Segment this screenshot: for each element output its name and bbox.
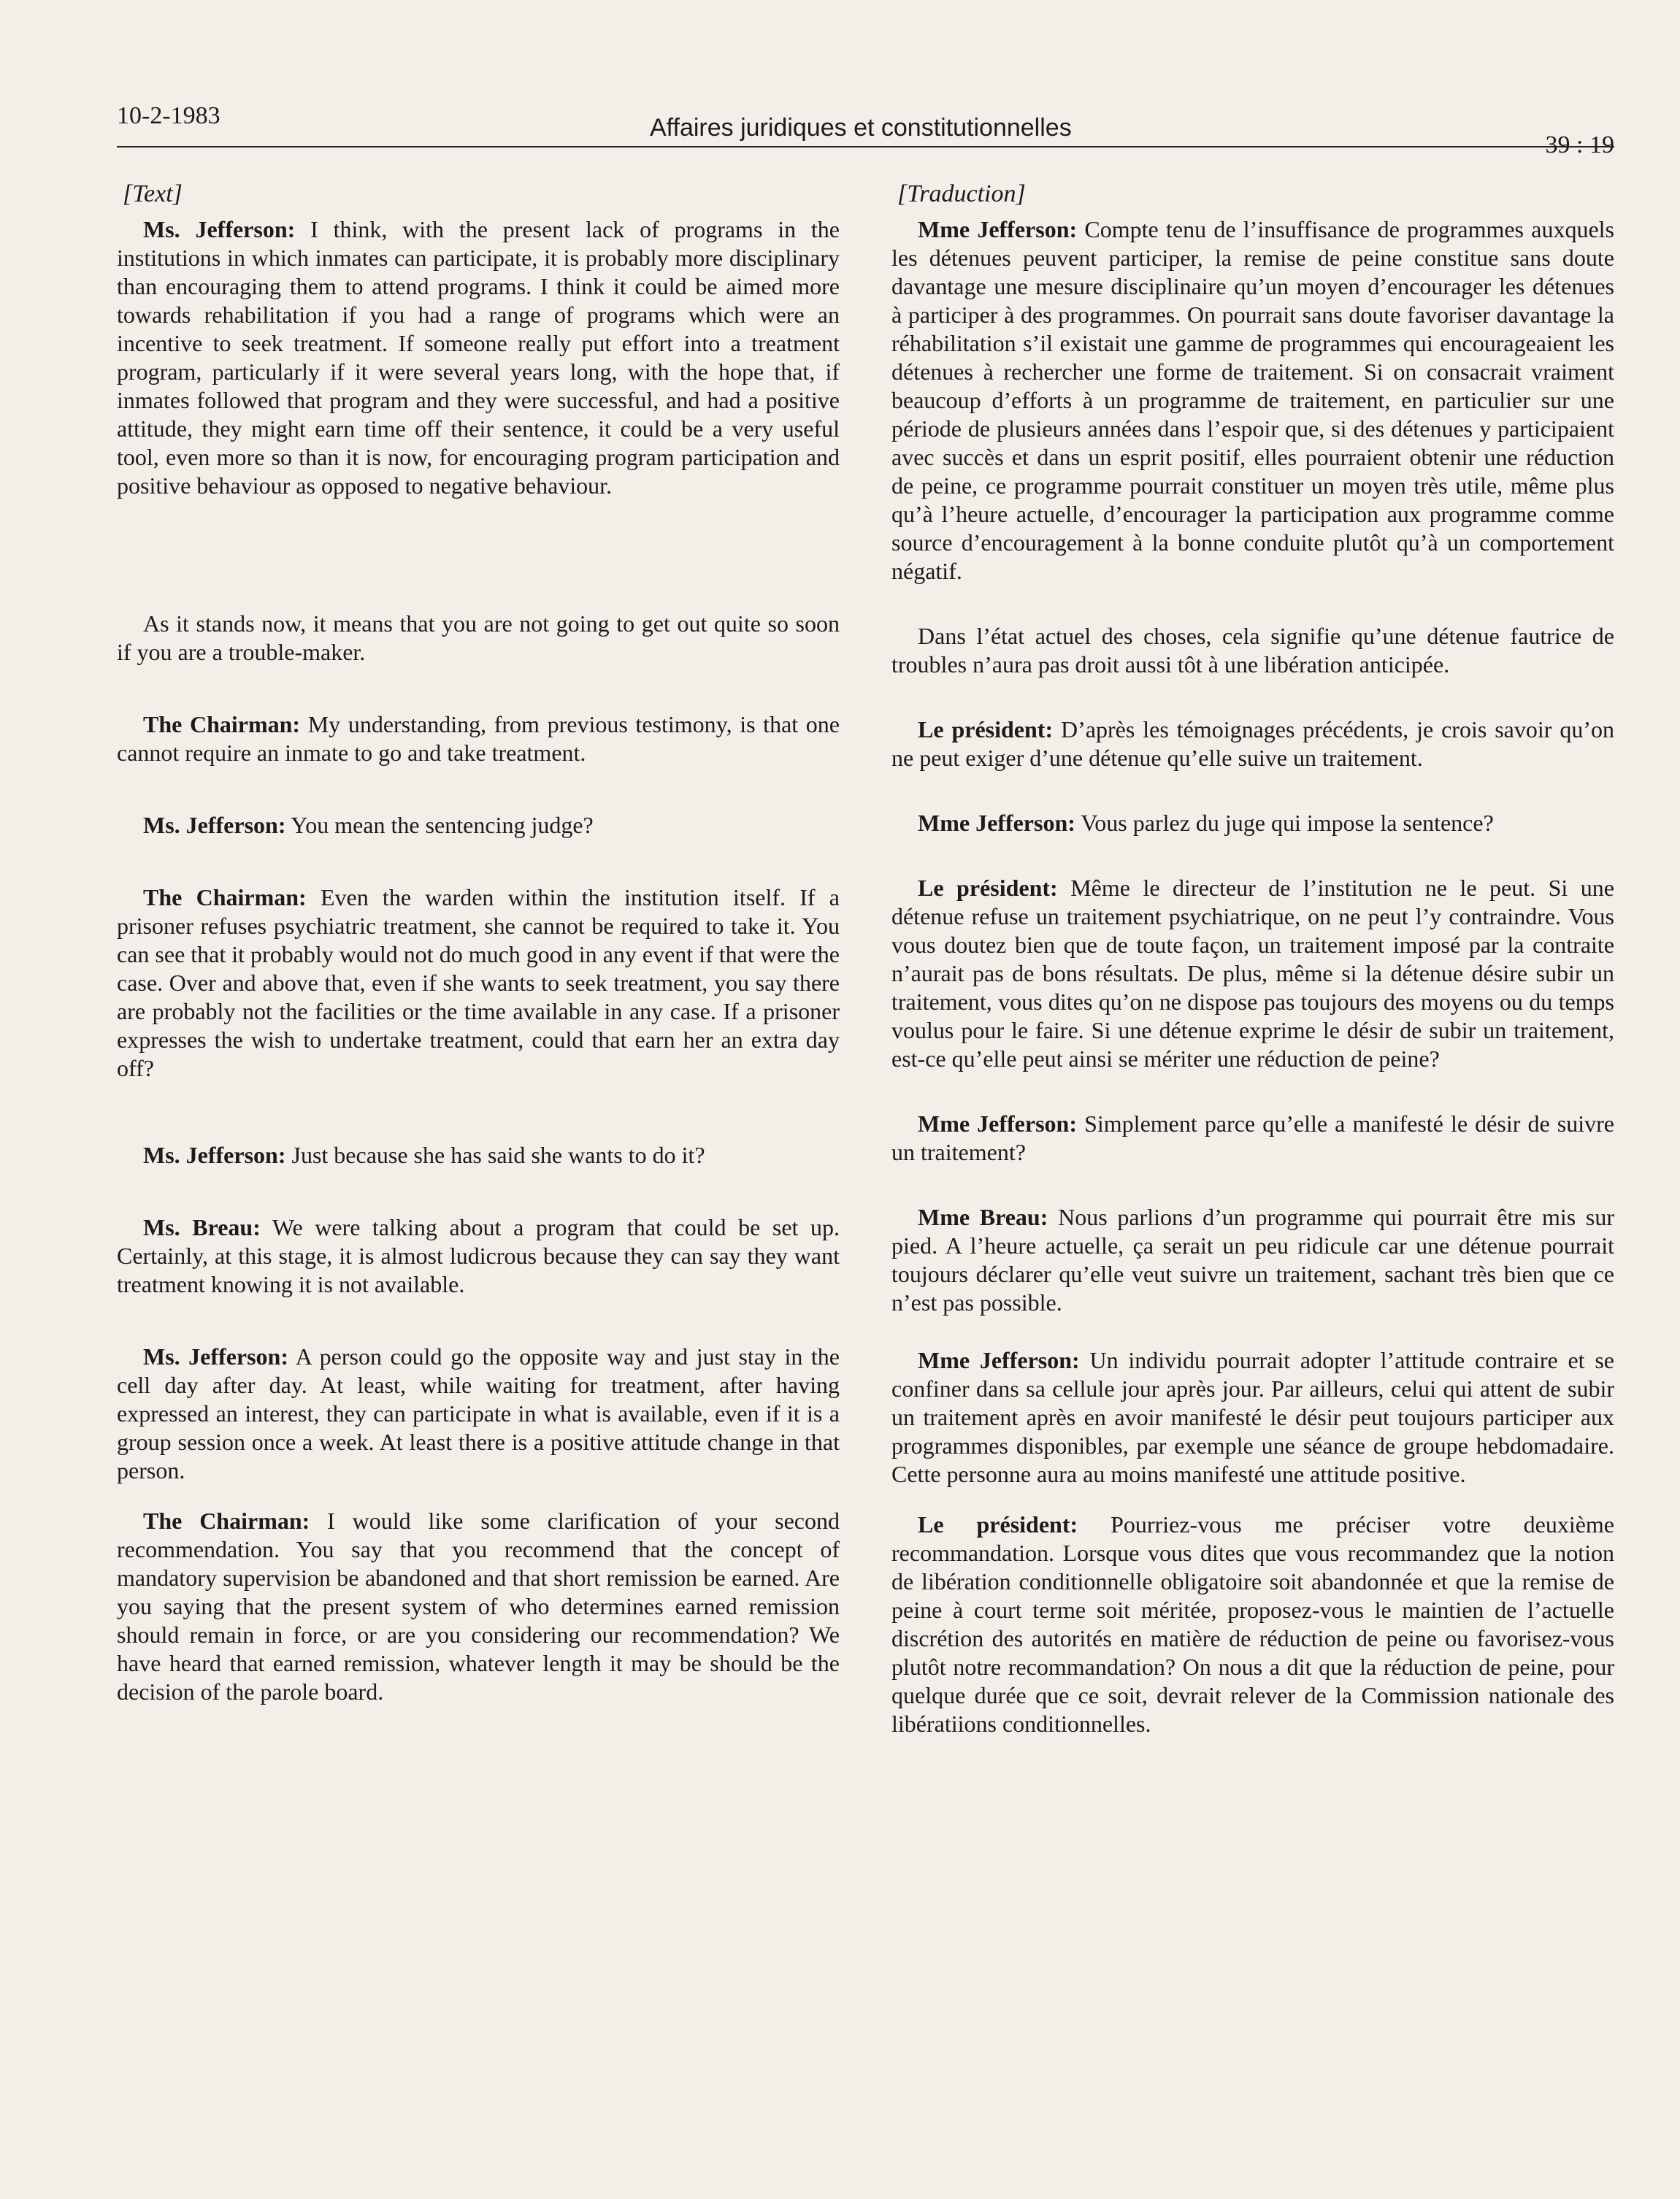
speaker-name: Mme Breau: bbox=[918, 1204, 1048, 1230]
paragraph bbox=[891, 1346, 1614, 1489]
paragraph bbox=[117, 1141, 840, 1170]
paragraph-text: Compte tenu de l’insuffisance de programmes auxquels les détenues peuvent participer, la remise de peine constitue sans doute davantage une mesure disciplinaire qu’un moyen d’encourager les détenues à participer à des programmes. On pourrait sans doute favoriser davantage la réhabilitation s’il existait une gamme de programmes qui encourageaient les détenues à rechercher une forme de traitement. Si on consacrait vraiment beaucoup d’efforts à un programme de traitement, en particulier sur une période de plusieurs années dans l’espoir que, si des détenues y participaient avec succès et dans un esprit positif, elles pourraient obtenir une réduction de peine, ce programme pourrait constituer un moyen très utile, même plus qu’à l’heure actuelle, d’encourager la participation aux programme comme source d’encouragement à la bonne conduite plutôt qu’à un comportement négatif. bbox=[891, 216, 1614, 584]
speaker-name: Ms. Jefferson: bbox=[143, 1142, 286, 1168]
paragraph-text: Nous parlions d’un programme qui pourrait être mis sur pied. A l’heure actuelle, ça serait un peu ridicule car une détenue pourrait toujours déclarer qu’elle veut suivre un traitement, sachant très bien que ce n’est pas possible. bbox=[891, 1204, 1615, 1316]
paragraph bbox=[117, 1343, 840, 1485]
speaker-name: Ms. Jefferson: bbox=[143, 1343, 289, 1370]
paragraph bbox=[891, 809, 1614, 837]
speaker-name: The Chairman: bbox=[143, 711, 301, 737]
paragraph bbox=[117, 811, 840, 840]
speaker-name: Le président: bbox=[918, 716, 1054, 742]
paragraph-text: Pourriez-vous me préciser votre deuxième recommandation. Lorsque vous dites que vous recommandez que la notion de libération conditionnelle obligatoire soit abandonnée et que la remise de peine à court terme soit méritée, proposez-vous le maintien de l’actuelle discrétion des autorités en matière de réduction de peine ou favorisez-vous plutôt notre recommandation? On nous a dit que la réduction de peine, pour quelque durée que ce soit, devrait relever de la Commission nationale des libératiions conditionnelles. bbox=[891, 1511, 1615, 1737]
header-title: Affaires juridiques et constitutionnelles bbox=[650, 114, 1072, 142]
paragraph bbox=[891, 215, 1614, 586]
speaker-name: The Chairman: bbox=[143, 1508, 310, 1534]
paragraph bbox=[117, 710, 840, 767]
header-date: 10-2-1983 bbox=[117, 102, 220, 129]
paragraph-text: Even the warden within the institution itself. If a prisoner refuses psychiatric treatment, she cannot be required to take it. You can see that it probably would not do much good in any event if that were the case. Over and above that, even if she wants to seek treatment, you say there are probably not the facilities or the time available in any case. If a prisoner expresses the wish to undertake treatment, could that earn her an extra day off? bbox=[117, 884, 840, 1081]
speaker-name: Ms. Jefferson: bbox=[143, 216, 296, 242]
paragraph-text: As it stands now, it means that you are not going to get out quite so soon if you are a trouble-maker. bbox=[117, 610, 840, 665]
paragraph bbox=[117, 610, 840, 667]
speaker-name: Le président: bbox=[918, 1511, 1078, 1538]
section-label-text: [Text] bbox=[123, 180, 183, 207]
paragraph-text: A person could go the opposite way and just stay in the cell day after day. At least, while waiting for treatment, after having expressed an interest, they can participate in what is available, even if it is a group session once a week. At least there is a positive attitude change in that person. bbox=[117, 1343, 840, 1484]
paragraph-text: Vous parlez du juge qui impose la sentence? bbox=[1075, 810, 1494, 836]
page-header bbox=[117, 95, 1614, 158]
paragraph-text: My understanding, from previous testimony, is that one cannot require an inmate to go and take treatment. bbox=[117, 711, 840, 766]
paragraph-text: Dans l’état actuel des choses, cela signifie qu’une détenue fautrice de troubles n’aura pas droit aussi tôt à une libération anticipée. bbox=[891, 623, 1614, 678]
speaker-name: Mme Jefferson: bbox=[918, 1347, 1080, 1373]
paragraph bbox=[891, 1110, 1614, 1167]
paragraph bbox=[117, 883, 840, 1083]
right-column-french bbox=[891, 168, 1614, 1738]
paragraph bbox=[117, 1213, 840, 1299]
speaker-name: Mme Jefferson: bbox=[918, 810, 1075, 836]
paragraph bbox=[891, 715, 1614, 772]
paragraph-text: D’après les témoignages précédents, je crois savoir qu’on ne peut exiger d’une détenue qu’elle suive un traitement. bbox=[891, 716, 1615, 771]
paragraph-text: Simplement parce qu’elle a manifesté le désir de suivre un traitement? bbox=[891, 1110, 1615, 1165]
paragraph bbox=[891, 874, 1614, 1073]
paragraph-text: Même le directeur de l’institution ne le peut. Si une détenue refuse un traitement psychiatrique, on ne peut l’y contraindre. Vous vous doutez bien que de toute façon, un traitement imposé par la contraite n’aurait pas de bons résultats. De plus, même si la détenue désire subir un traitement, vous dites qu’on ne dispose pas toujours des moyens ou du temps voulus pour le faire. Si une détenue exprime le désir de subir un traitement, est-ce qu’elle peut ainsi se mériter une réduction de peine? bbox=[891, 875, 1615, 1072]
speaker-name: Ms. Breau: bbox=[143, 1214, 261, 1240]
left-column-english bbox=[117, 168, 840, 1738]
paragraph-text: I would like some clarification of your second recommendation. You say that you recommend that the concept of mandatory supervision be abandoned and that short remission be earned. Are you saying that the present system of who determines earned remission should remain in force, or are you considering our recommendation? We have heard that earned remission, whatever length it may be should be the decision of the parole board. bbox=[117, 1508, 840, 1705]
paragraph bbox=[117, 215, 840, 500]
header-page-number: 39 : 19 bbox=[1545, 131, 1614, 158]
paragraph bbox=[891, 1203, 1614, 1317]
paragraph bbox=[891, 622, 1614, 679]
paragraph-text: We were talking about a program that could be set up. Certainly, at this stage, it is almost ludicrous because they can say they want treatment knowing it is not available. bbox=[117, 1214, 840, 1297]
speaker-name: The Chairman: bbox=[143, 884, 307, 910]
paragraph bbox=[891, 1511, 1614, 1738]
paragraph bbox=[117, 1507, 840, 1706]
speaker-name: Mme Jefferson: bbox=[918, 216, 1078, 242]
paragraph-text: I think, with the present lack of programs in the institutions in which inmates can participate, it is probably more disciplinary than encouraging them to attend programs. I think it could be aimed more towards rehabilitation if you had a range of programs which were an incentive to seek treatment. If someone really put effort into a treatment program, particularly if it were several years long, with the hope that, if inmates followed that program and they were successful, and had a positive attitude, they might earn time off their sentence, it could be a very useful tool, even more so than it is now, for encouraging program participation and positive behaviour as opposed to negative behaviour. bbox=[117, 216, 840, 499]
two-column-body bbox=[117, 168, 1614, 1738]
speaker-name: Ms. Jefferson: bbox=[143, 812, 286, 838]
section-label-traduction: [Traduction] bbox=[897, 180, 1026, 207]
paragraph-text: You mean the sentencing judge? bbox=[285, 812, 594, 838]
speaker-name: Le président: bbox=[918, 875, 1058, 901]
paragraph-text: Just because she has said she wants to do it? bbox=[285, 1142, 705, 1168]
paragraph-text: Un individu pourrait adopter l’attitude contraire et se confiner dans sa cellule jour après jour. Par ailleurs, celui qui attent de subir un traitement après en avoir manifesté le désir peut toujours participer aux programmes disponibles, par exemple une séance de groupe hebdomadaire. Cette personne aura au moins manifesté une attitude positive. bbox=[891, 1347, 1615, 1487]
speaker-name: Mme Jefferson: bbox=[918, 1110, 1077, 1137]
